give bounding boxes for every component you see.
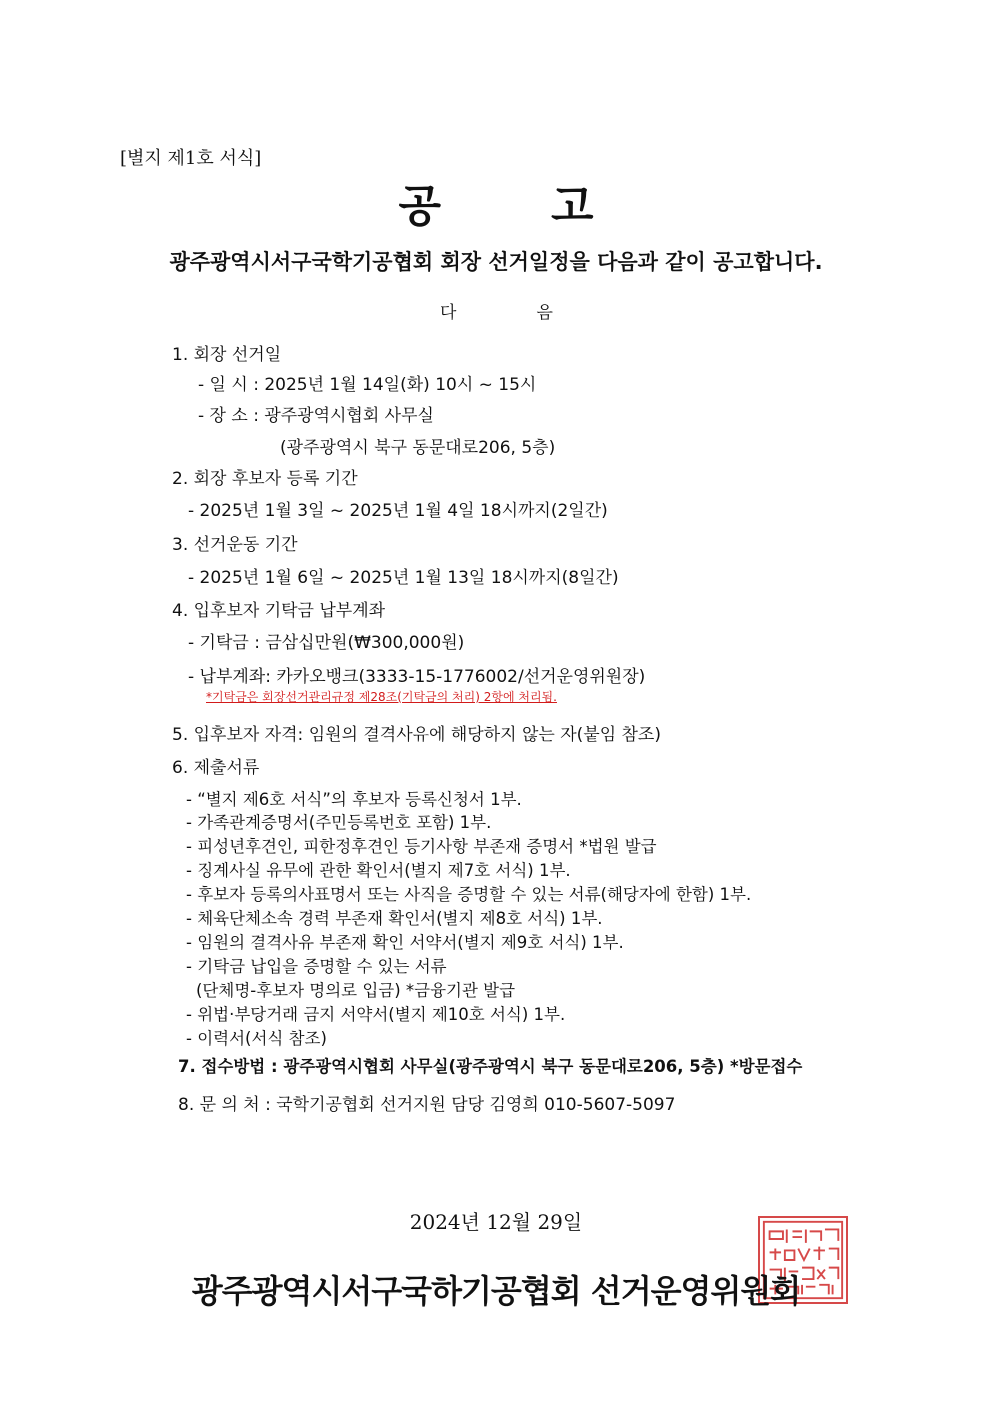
document-item: - 피성년후견인, 피한정후견인 등기사항 부존재 증명서 *법원 발급 <box>186 837 657 856</box>
section-5-heading: 5. 입후보자 자격: 임원의 결격사유에 해당하지 않는 자(붙임 참조) <box>172 725 661 745</box>
deposit-account: - 납부계좌: 카카오뱅크(3333-15-1776002/선거운영위원장) <box>188 667 646 687</box>
section-6-heading: 6. 제출서류 <box>172 758 260 778</box>
election-date: - 일 시 : 2025년 1월 14일(화) 10시 ~ 15시 <box>198 375 537 395</box>
document-title <box>0 170 992 234</box>
registration-period: - 2025년 1월 3일 ~ 2025년 1월 4일 18시까지(2일간) <box>188 501 608 521</box>
section-2-heading: 2. 회장 후보자 등록 기간 <box>172 469 358 489</box>
section-3-heading: 3. 선거운동 기간 <box>172 535 298 555</box>
section-1-heading: 1. 회장 선거일 <box>172 345 282 365</box>
document-item: - 후보자 등록의사표명서 또는 사직을 증명할 수 있는 서류(해당자에 한함) 1부. <box>186 885 752 904</box>
intro-sentence: 광주광역시서구국학기공협회 회장 선거일정을 다음과 같이 공고합니다. <box>169 250 823 274</box>
notice-date: 2024년 12월 29일 <box>409 1210 583 1234</box>
daeum-char-1: 다 <box>440 303 457 323</box>
document-item: - 가족관계증명서(주민등록번호 포함) 1부. <box>186 813 492 832</box>
document-item: - “별지 제6호 서식”의 후보자 등록신청서 1부. <box>186 790 522 809</box>
document-item: - 이력서(서식 참조) <box>186 1029 327 1048</box>
document-item: - 체육단체소속 경력 부존재 확인서(별지 제8호 서식) 1부. <box>186 909 603 928</box>
document-item: - 위법·부당거래 금지 서약서(별지 제10호 서식) 1부. <box>186 1005 566 1024</box>
form-label: [별지 제1호 서식] <box>120 148 262 169</box>
campaign-period: - 2025년 1월 6일 ~ 2025년 1월 13일 18시까지(8일간) <box>188 568 619 588</box>
section-8-contact: 8. 문 의 처 : 국학기공협회 선거지원 담당 김영희 010-5607-5097 <box>178 1095 676 1115</box>
deposit-amount: - 기탁금 : 금삼십만원(₩300,000원) <box>188 633 465 653</box>
title-char-2: 고 <box>551 181 594 232</box>
document-item: - 기탁금 납입을 증명할 수 있는 서류 <box>186 957 447 976</box>
daeum-heading <box>440 298 553 323</box>
document-item: - 임원의 결격사유 부존재 확인 서약서(별지 제9호 서식) 1부. <box>186 933 624 952</box>
organization-name: 광주광역시서구국하기공협회 선거운영위원회 <box>191 1272 801 1310</box>
document-item: - 징계사실 유무에 관한 확인서(별지 제7호 서식) 1부. <box>186 861 571 880</box>
document-item: (단체명-후보자 명의로 입금) *금융기관 발급 <box>196 981 516 1000</box>
election-place: - 장 소 : 광주광역시협회 사무실 <box>198 406 434 426</box>
election-address: (광주광역시 북구 동문대로206, 5층) <box>280 438 556 458</box>
section-7-submission: 7. 접수방법 : 광주광역시협회 사무실(광주광역시 북구 동문대로206, 5층) *방문접수 <box>178 1057 803 1076</box>
section-4-heading: 4. 입후보자 기탁금 납부계좌 <box>172 601 386 621</box>
daeum-char-2: 음 <box>536 303 553 323</box>
deposit-note: *기탁금은 회장선거관리규정 제28조(기탁금의 처리) 2항에 처리됨. <box>206 690 557 704</box>
title-char-1: 공 <box>398 181 441 232</box>
